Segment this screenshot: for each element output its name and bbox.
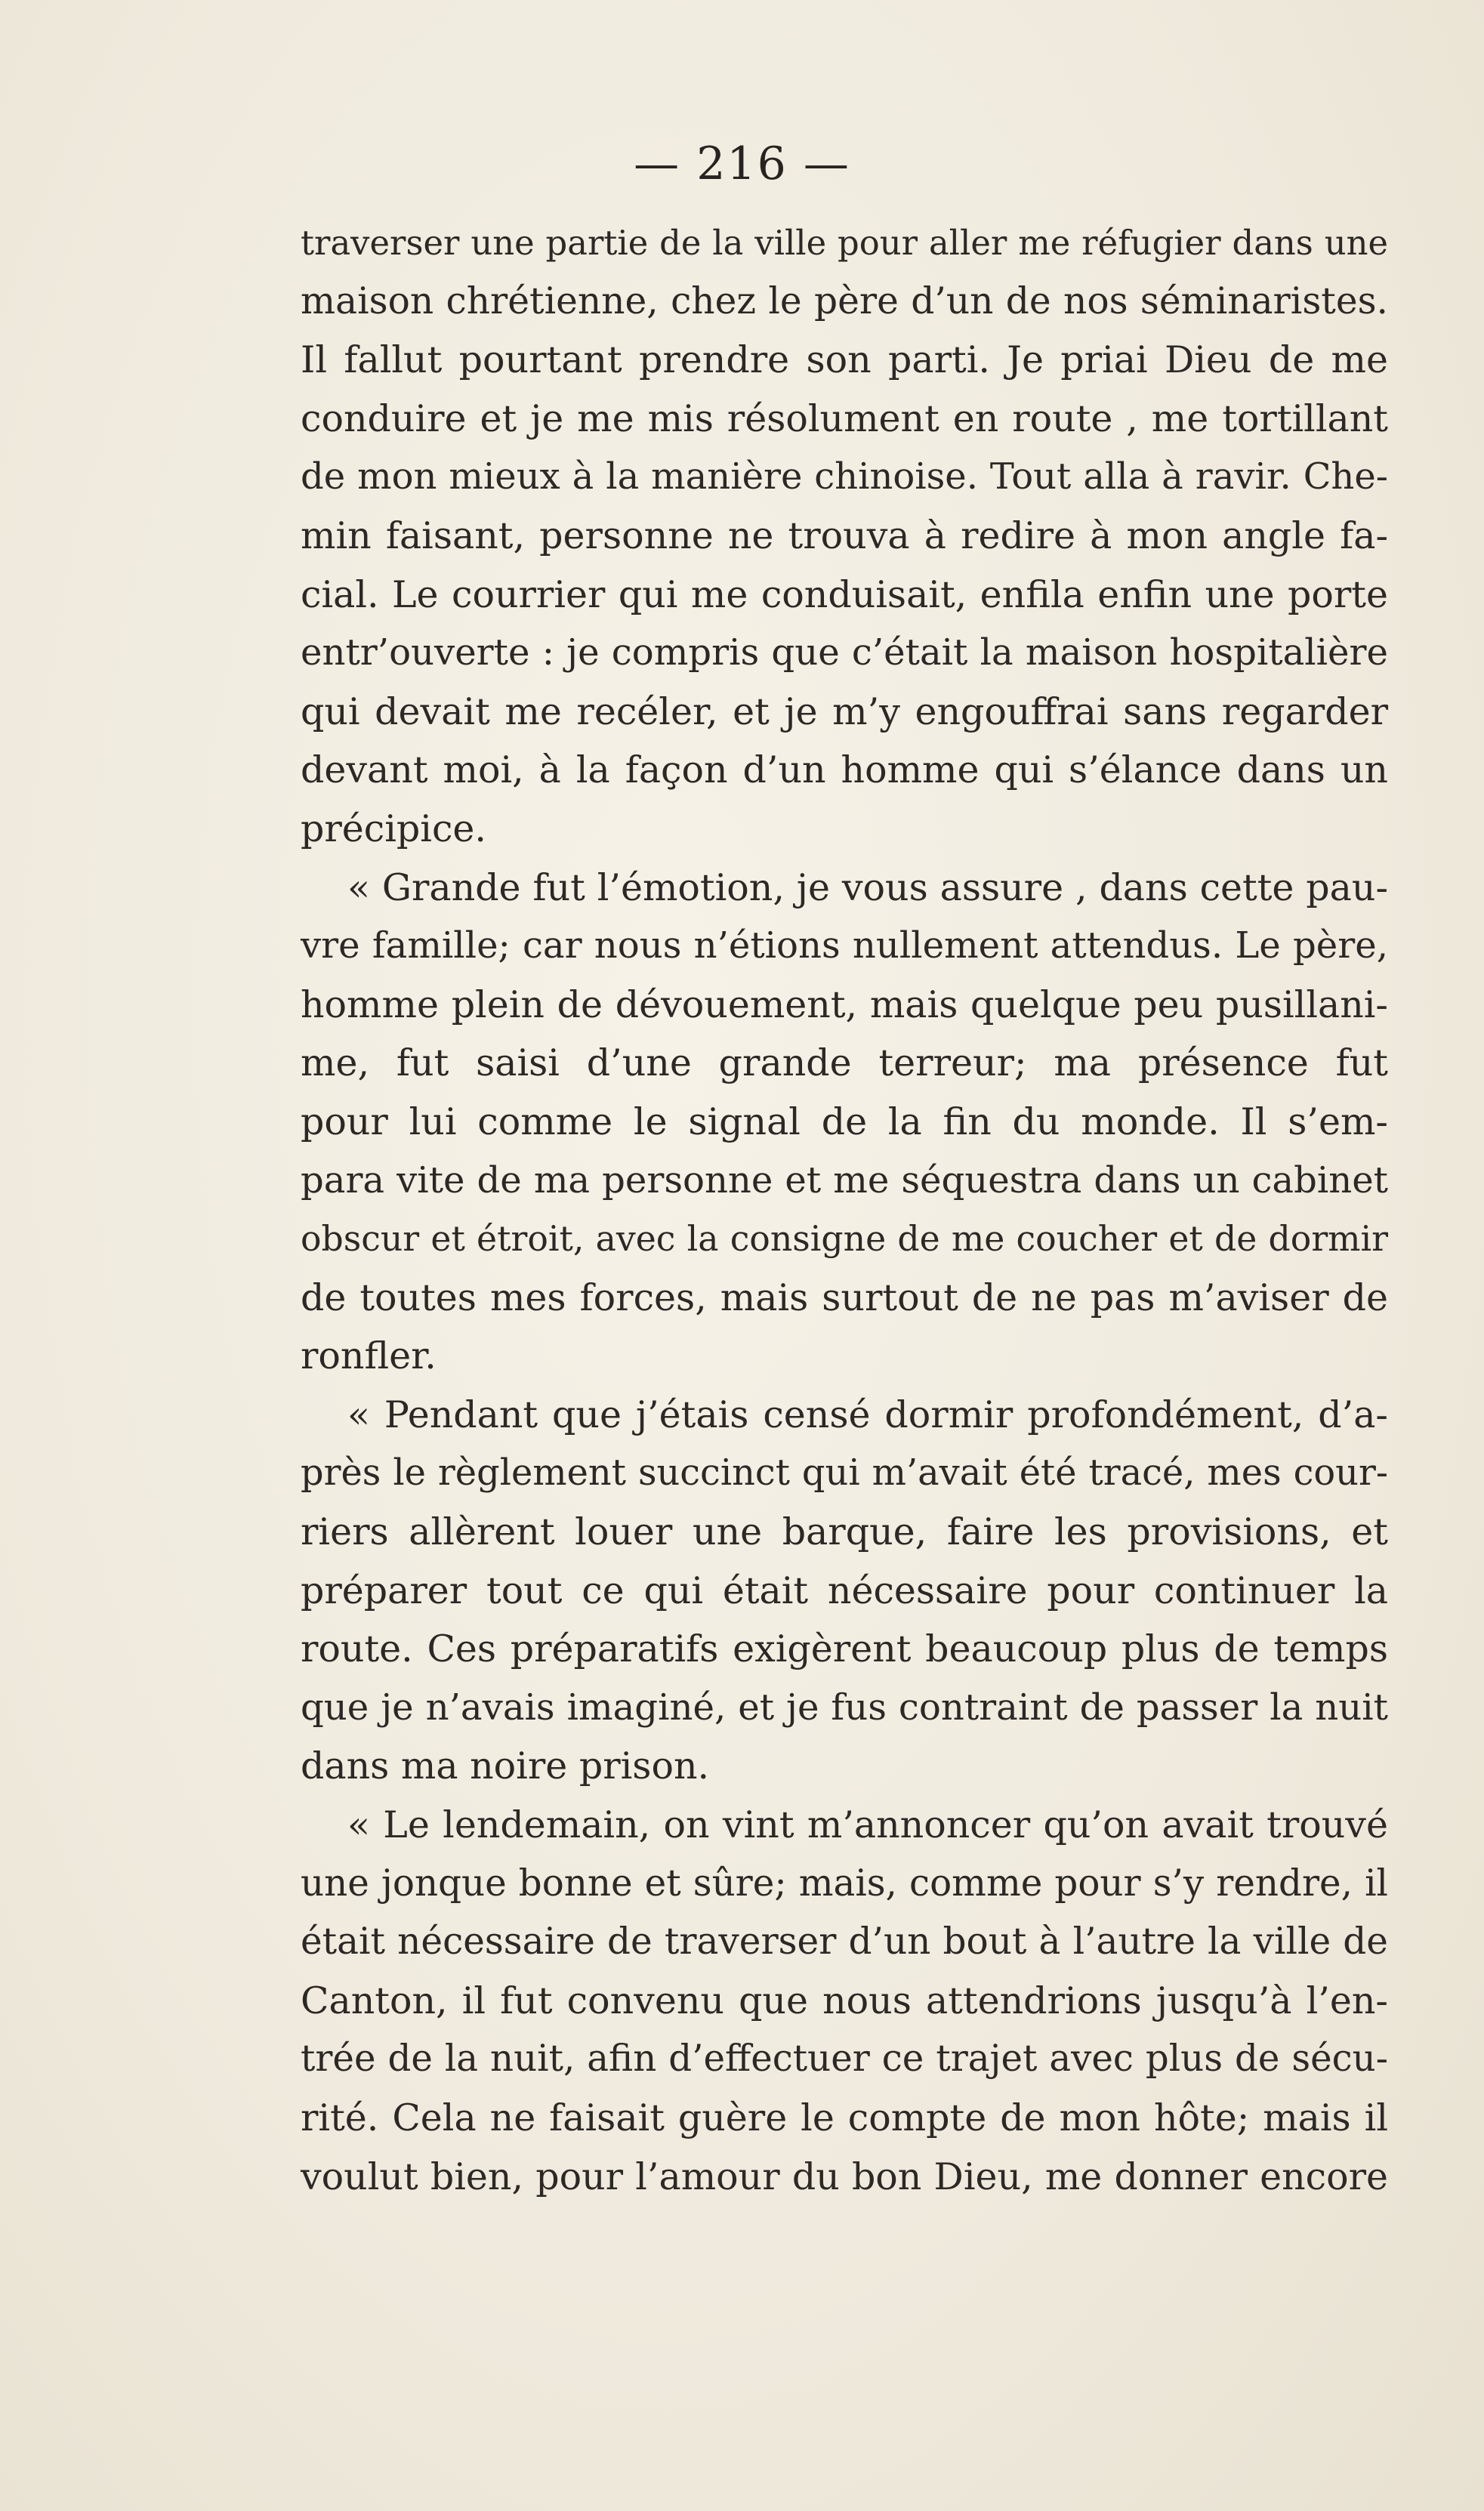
text-line: me, fut saisi d’une grande terreur; ma présence fut xyxy=(301,1041,1388,1085)
text-line: près le règlement succinct qui m’avait été tracé, mes cour- xyxy=(301,1452,1388,1495)
text-line: traverser une partie de la ville pour aller me réfugier dans une xyxy=(301,223,1388,263)
text-line: de mon mieux à la manière chinoise. Tout alla à ravir. Che- xyxy=(301,455,1388,498)
paragraph-end-line: dans ma noire prison. xyxy=(301,1744,710,1788)
page-number: — 216 — xyxy=(634,137,850,190)
text-line: de toutes mes forces, mais surtout de ne pas m’aviser de xyxy=(301,1276,1388,1319)
text-line: Il fallut pourtant prendre son parti. Je priai Dieu de me xyxy=(301,338,1388,382)
text-line: pour lui comme le signal de la fin du monde. Il s’em- xyxy=(301,1100,1388,1143)
text-line: cial. Le courrier qui me conduisait, enfila enfin une porte xyxy=(301,572,1388,616)
text-line: min faisant, personne ne trouva à redire à mon angle fa- xyxy=(301,514,1388,557)
text-line: conduire et je me mis résolument en route , me tortillant xyxy=(301,396,1388,440)
paragraph-end-line: ronfler. xyxy=(301,1334,437,1378)
text-line: voulut bien, pour l’amour du bon Dieu, me donner encore xyxy=(301,2155,1388,2198)
text-line: était nécessaire de traverser d’un bout à l’autre la ville de xyxy=(301,1920,1388,1963)
body-text xyxy=(301,214,1388,2206)
text-line: que je n’avais imaginé, et je fus contraint de passer la nuit xyxy=(301,1686,1388,1729)
text-line: rité. Cela ne faisait guère le compte de mon hôte; mais il xyxy=(301,2096,1388,2139)
text-line: Canton, il fut convenu que nous attendrions jusqu’à l’en- xyxy=(301,1979,1388,2022)
paragraph-end-line: précipice. xyxy=(301,807,486,850)
text-line: obscur et étroit, avec la consigne de me coucher et de dormir xyxy=(301,1219,1388,1260)
text-line: préparer tout ce qui était nécessaire pour continuer la xyxy=(301,1569,1388,1612)
text-line: maison chrétienne, chez le père d’un de nos séminaristes. xyxy=(301,279,1388,322)
text-line: trée de la nuit, afin d’effectuer ce trajet avec plus de sécu- xyxy=(301,2037,1388,2081)
text-line: para vite de ma personne et me séquestra dans un cabinet xyxy=(301,1158,1388,1202)
paragraph-start-line: « Grande fut l’émotion, je vous assure , dans cette pau- xyxy=(347,865,1388,909)
text-line: route. Ces préparatifs exigèrent beaucoup plus de temps xyxy=(301,1627,1388,1671)
paragraph-start-line: « Pendant que j’étais censé dormir profondément, d’a- xyxy=(347,1393,1388,1436)
text-line: devant moi, à la façon d’un homme qui s’élance dans un xyxy=(301,748,1388,792)
text-line: vre famille; car nous n’étions nullement attendus. Le père, xyxy=(301,924,1388,967)
text-line: une jonque bonne et sûre; mais, comme pour s’y rendre, il xyxy=(301,1862,1388,1905)
text-line: qui devait me recéler, et je m’y engouffrai sans regarder xyxy=(301,689,1388,733)
text-line: entr’ouverte : je compris que c’était la maison hospitalière xyxy=(301,631,1388,674)
text-line: riers allèrent louer une barque, faire les provisions, et xyxy=(301,1510,1388,1554)
text-line: homme plein de dévouement, mais quelque peu pusillani- xyxy=(301,982,1388,1026)
paragraph-start-line: « Le lendemain, on vint m’annoncer qu’on avait trouvé xyxy=(347,1803,1388,1847)
